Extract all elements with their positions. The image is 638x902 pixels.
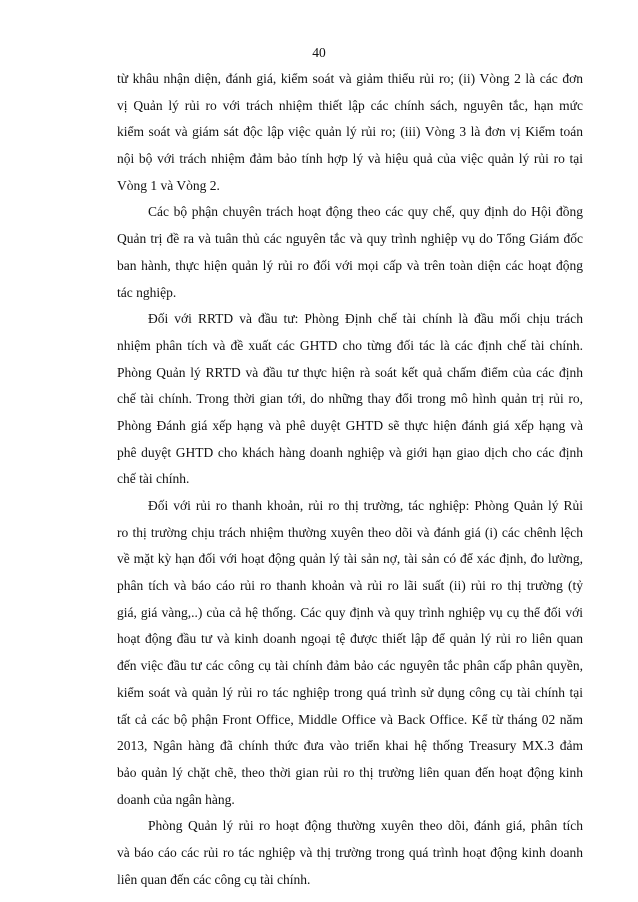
text-line: liên quan đến các công cụ tài chính.	[117, 871, 311, 887]
text-line: 2013, Ngân hàng đã chính thức đưa vào triển khai hệ thống Treasury MX.3 đảm	[117, 738, 583, 754]
text-line: ro thị trường chịu trách nhiệm thường xuyên theo dõi và đánh giá (i) các chênh lệch	[117, 524, 583, 540]
text-line: tất cả các bộ phận Front Office, Middle Office và Back Office. Kể từ tháng 02 năm	[117, 711, 583, 727]
text-line: Các bộ phận chuyên trách hoạt động theo các quy chế, quy định do Hội đồng	[148, 204, 583, 220]
text-line: giá, giá vàng,..) của cả hệ thống. Các quy định và quy trình nghiệp vụ cụ thể đối với	[117, 604, 583, 620]
text-line: chế tài chính. Trong thời gian tới, do những thay đổi trong mô hình quản trị rủi ro,	[117, 391, 583, 407]
body-text	[117, 70, 583, 897]
text-line: ban hành, thực hiện quản lý rủi ro đối với mọi cấp và trên toàn diện các hoạt động	[117, 257, 583, 273]
text-line: Phòng Đánh giá xếp hạng và phê duyệt GHTD sẽ thực hiện đánh giá xếp hạng và	[117, 417, 583, 433]
text-line: đến việc đầu tư các công cụ tài chính đảm bảo các nguyên tắc phân cấp phân quyền,	[117, 658, 583, 674]
text-line: doanh của ngân hàng.	[117, 791, 235, 807]
text-line: Vòng 1 và Vòng 2.	[117, 177, 220, 193]
text-line: và báo cáo các rủi ro tác nghiệp và thị trường trong quá trình hoạt động kinh doanh	[117, 844, 583, 860]
text-line: Đối với RRTD và đầu tư: Phòng Định chế tài chính là đầu mối chịu trách	[148, 311, 583, 327]
text-line: Quản trị đề ra và tuân thủ các nguyên tắc và quy trình nghiệp vụ do Tổng Giám đốc	[117, 231, 583, 247]
text-line: Phòng Quản lý rủi ro hoạt động thường xuyên theo dõi, đánh giá, phân tích	[148, 818, 583, 834]
page-number: 40	[312, 45, 326, 60]
text-line: về mặt kỳ hạn đối với hoạt động quản lý tài sản nợ, tài sản có để xác định, đo lường,	[117, 551, 583, 567]
text-line: phân tích và báo cáo rủi ro thanh khoản và rủi ro lãi suất (ii) rủi ro thị trường (tỷ	[117, 578, 583, 594]
text-line: Đối với rủi ro thanh khoản, rủi ro thị trường, tác nghiệp: Phòng Quản lý Rủi	[148, 498, 583, 513]
text-line: bảo quản lý chặt chẽ, theo thời gian rủi ro thị trường liên quan đến hoạt động kinh	[117, 764, 583, 780]
text-line: phê duyệt GHTD cho khách hàng doanh nghiệp và giới hạn giao dịch cho các định	[117, 444, 583, 460]
text-line: nhiệm phân tích và đề xuất các GHTD cho từng đối tác là các định chế tài chính.	[117, 337, 583, 353]
text-line: hoạt động đầu tư và kinh doanh ngoại tệ được thiết lập để quản lý rủi ro liên quan	[117, 631, 583, 647]
text-line: từ khâu nhận diện, đánh giá, kiểm soát và giảm thiểu rủi ro; (ii) Vòng 2 là các đơn	[117, 71, 583, 86]
text-line: nội bộ với trách nhiệm đảm bảo tính hợp lý và hiệu quả của việc quản lý rủi ro tại	[117, 151, 583, 167]
text-line: vị Quản lý rủi ro với trách nhiệm thiết lập các chính sách, nguyên tắc, hạn mức	[117, 97, 583, 113]
text-line: kiểm soát và quản lý rủi ro tác nghiệp trong quá trình sử dụng công cụ tài chính tại	[117, 684, 583, 700]
text-line: tác nghiệp.	[117, 284, 177, 300]
text-line: chế tài chính.	[117, 471, 190, 487]
text-line: Phòng Quản lý RRTD và đầu tư thực hiện rà soát kết quả chấm điểm của các định	[117, 364, 583, 380]
text-line: kiểm soát và giám sát độc lập việc quản lý rủi ro; (iii) Vòng 3 là đơn vị Kiểm toán	[117, 124, 583, 140]
